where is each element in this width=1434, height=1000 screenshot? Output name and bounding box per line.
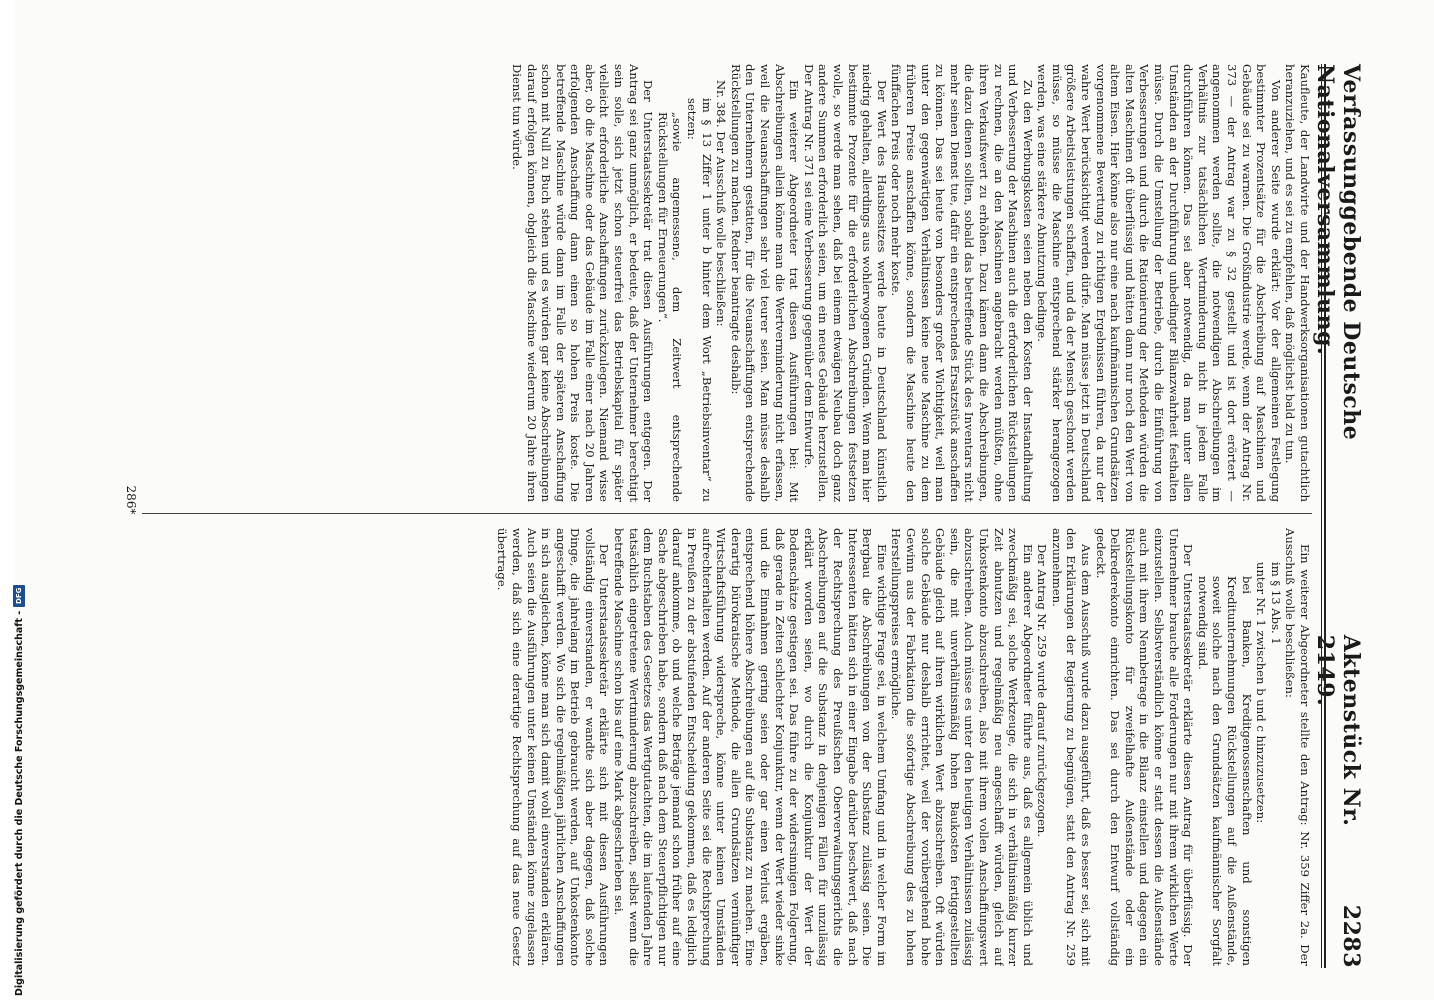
digitization-credit-row bbox=[13, 576, 25, 996]
paragraph: Ein weiterer Abgeordneter stellte den Antrag: Nr. 359 Ziffer 2a. Der Ausschuß wolle beschließen: bbox=[1283, 528, 1312, 966]
document-reference: Aktenstück Nr. 2149. bbox=[1312, 634, 1364, 827]
page-header bbox=[1312, 64, 1364, 968]
digitization-strip bbox=[0, 0, 25, 1000]
column-divider bbox=[142, 513, 1312, 514]
paragraph: Ein anderer Abgeordneter führte aus, daß es allgemein üblich und zweckmäßig sei, solche Werkzeuge, die sich in verhältnismäßig kurzer Zeit abnutzen und regelmäßig neu angeschafft würden, gleich auf Unkostenkonto abzuschreiben, also mit ihrem vollen Anschaffungswert abzuschreiben. Auch müsse es unter den heutigen Verhältnissen zulässig sein, die mit unverhältnismäßig hohen Baukosten fertiggestellten Gebäude gleich auf ihren wirklichen Wert abzuschreiben. Oft würden solche Gebäude nur deshalb errichtet, weil der vorübergehend hohe Gewinn aus der Fabrikation die sofortige Abschreibung des zu hohen Herstellungspreises ermögliche. bbox=[889, 528, 1035, 966]
right-column bbox=[132, 528, 1312, 966]
motion-heading: Nr. 384. Der Ausschuß wolle beschließen: bbox=[714, 80, 729, 327]
paragraph: Der Wert des Hausbesitzes werde heute in Deutschland künstlich niedrig gehalten, allerdings aus wohlerwogenen Gründen. Wenn man hier bestimmte Prozente für die erforderlichen Abschreibungen festsetzen wolle, so werde man sehen, daß bei einem etwaigen Neubau doch ganz andere Summen erforderlich seien, um ein neues Gebäude herzustellen. Der Antrag Nr. 371 sei eine Verbesserung gegenüber dem Entwurfe. bbox=[801, 64, 889, 502]
paragraph: Der Unterstaatssekretär erklärte sich mit diesen Ausführungen vollständig einverstanden, er wandte sich aber dagegen, daß solche Dinge, die jahrelang im Betrieb gebraucht werden, auf Unkostenkonto angeschafft werden. Wo sich die regelmäßigen jährlichen Anschaffungen in sich ausgleichen, könne man sich damit wohl einverstanden erklären. Auch seien die Ausführungen unter keinen Umständen könne zugelassen werden, daß sich eine derartige Rechtsprechung auf das neue Gesetz übertrage. bbox=[495, 528, 612, 966]
paragraph: Kaufleute, der Landwirte und der Handwerksorganisationen gutachtlich heranzuziehen, und es sei zu empfehlen, daß möglichst bald zu tun. bbox=[1283, 64, 1312, 502]
motion-text: unter Nr. 1 zwischen b und c hinzuzusetzen: bbox=[1254, 562, 1269, 824]
paragraph: Von anderer Seite wurde erklärt: Vor der allgemeinen Festlegung bestimmter Prozentsätze für die Abschreibung auf Maschinen und Gebäude sei zu warnen. Die Großindustrie werde, wenn der Antrag Nr. 373 — der Antrag war zu § 32 gestellt und ist dort erörtert — angenommen werden sollte, die notwendigen Abschreibungen im Verhältnis zur tatsächlichen Wertminderung nicht in jedem Falle durchführen können. Das sei aber notwendig, da man unter allen Umständen an der Durchführung unbedingter Bilanzwahrheit festhalten müsse. Durch die Umstellung der Betriebe, durch die Einführung von Verbesserungen und durch die Rationierung der Methoden würden die alten Maschinen oft überflüssig und hätten dann nur noch den Wert von altem Eisen. Hier könne also nur eine nach kaufmännischen Grundsätzen vorgenommene Bewertung zu richtigen Ergebnissen führen, da nur der wahre Wert berücksichtigt werden dürfe. Man müsse jetzt in Deutschland größere Arbeitsleistungen schaffen, und da der Mensch geschont werden müsse, so müsse die Maschine entsprechend stärker herangezogen werden, was eine stärkere Abnutzung bedinge. bbox=[1035, 64, 1283, 502]
paragraph: Ein weiterer Abgeordneter trat diesen Ausführungen bei: Mit Abschreibungen allein könne man die Wertverminderung nicht erfassen, weil die Neuanschaffungen sehr viel teurer seien. Man müsse deshalb den Unternehmern gestatten, für die Neuanschaffungen entsprechende Rückstellungen zu machen. Redner beantragte deshalb: bbox=[728, 64, 802, 502]
paragraph: Eine wichtige Frage sei, in welchem Umfang und in welcher Form im Bergbau die Abschreibungen von der Substanz zulässig seien. Die Interessenten hätten sich in einer Eingabe darüber beschwert, daß nach der Rechtsprechung des Preußischen Oberverwaltungsgerichts die Abschreibungen auf die Substanz in denjenigen Fällen für unzulässig erklärt worden seien, wo durch die Konjunktur der Wert der Bodenschätze gestiegen sei. Das führe zu der widersinnigen Folgerung, daß gerade in Zeiten schlechter Konjunktur, wenn der Wert wieder sinke und die Einnahmen gering seien oder gar einen Verlust ergäben, entsprechend höhere Abschreibungen auf die Substanz zu machen. Eine derartig bürokratische Methode, die allen Grundsätzen vernünftiger Wirtschaftsführung widerspreche, könne unter keinen Umständen aufrechterhalten werden. Auf der anderen Seite sei die Rechtsprechung in Preußen zu der abstufenden Entscheidung gekommen, daß es lediglich darauf ankomme, ob und welche Beträge jemand schon früher auf eine Sache abgeschrieben habe, sondern daß nach dem Steuerpflichtigen nur dem Buchstaben des Gesetzes das Wertgutachten, die im laufenden Jahre tatsächlich eingetretene Wertminderung abzuschreiben, selbst wenn die betreffende Maschine schon bis auf eine Mark abgeschrieben sei. bbox=[612, 528, 889, 966]
header-rule-thin bbox=[1321, 64, 1322, 968]
header-rule bbox=[1324, 64, 1326, 968]
paragraph: Zu den Werbungskosten seien neben den Kosten der Instandhaltung und Verbesserung der Maschinen auch die erforderlichen Rückstellungen zu rechnen, die an den Maschinen angebracht werden müßten, ohne ihren Verkaufswert zu erhöhen. Dazu kämen dann die Abschreibungen, die dazu dienen sollten, sobald das betreffende Stück des Inventars nicht mehr seinen Dienst tue, dafür ein entsprechendes Ersatzstück anschaffen zu können. Das sei heute von besonders großer Wichtigkeit, weil man unter den gegenwärtigen Verhältnissen keine neue Maschine zu dem früheren Preise anschaffen könne, sondern die Maschine heute den fünffachen Preis oder noch mehr koste. bbox=[889, 64, 1035, 502]
motion-text: im § 13 Abs. 1 bbox=[1268, 562, 1283, 645]
motion-text: im § 13 Ziffer 1 unter b hinter dem Wort „Betriebsinventar“ zu setzen: bbox=[685, 98, 714, 502]
dfg-logo-icon: DFG bbox=[13, 585, 25, 607]
left-column bbox=[152, 64, 1312, 502]
paragraph: Der Antrag Nr. 259 wurde darauf zurückgezogen. bbox=[1035, 544, 1050, 838]
header-right bbox=[1312, 635, 1364, 968]
signature-mark: 286* bbox=[124, 485, 138, 515]
digitization-credit: Digitalisierung gefördert durch die Deutsche Forschungsgemeinschaft - bbox=[13, 610, 25, 996]
motion-quote: „sowie angemessene, dem Zeitwert entsprechende Rückstellungen für Erneuerungen“. bbox=[655, 112, 685, 502]
paragraph: Der Unterstaatssekretär trat diesen Ausführungen entgegen. Der Antrag sei ganz unmöglich, er bedeute, daß der Unternehmer berechtigt sein solle, sich jetzt schon steuerfrei das Betriebskapital für später vielleicht erforderliche Anschaffungen zurückzulegen. Niemand wisse aber, ob die Maschine oder das Gebäude im Falle einer nach 20 Jahren erfolgenden Anschaffung dann einen so hohen Preis koste. Die betreffende Maschine würde dann im Falle der späteren Anschaffung schon mit Null zu Buch stehen und es würden gar keine Abschreibungen darauf erfolgen können, obgleich die Maschine wiederum 20 Jahre ihren Dienst tun würde. bbox=[509, 64, 656, 502]
page-number: 2283 bbox=[1338, 904, 1364, 968]
paragraph: Aus dem Ausschuß wurde dazu ausgeführt, daß es besser sei, sich mit den Erklärungen der Regierung zu begnügen, statt den Antrag Nr. 259 anzunehmen. bbox=[1049, 528, 1094, 966]
motion-quote: bei Banken, Kreditgenossenschaften und sonstigen Kreditunternehmungen Rückstellungen auf die Außenstände, soweit solche nach den Grundsätzen kaufmännischer Sorgfalt notwendig sind. bbox=[1195, 576, 1254, 966]
header-title: Verfassunggebende Deutsche Nationalversammlung. bbox=[1312, 64, 1364, 441]
paragraph: Der Unterstaatssekretär erklärte diesen Antrag für überflüssig. Der Unternehmer brauche alle Forderungen nur mit ihrem wirklichen Werte einzustellen. Selbstverständlich könne er statt dessen die Außenstände auch mit ihrem Nennbetrage in die Bilanz einstellen und dagegen ein Rückstellungskonto für zweifelhafte Außenstände oder ein Delkrederekonto einrichten. Das sei durch den Entwurf vollständig gedeckt. bbox=[1093, 528, 1196, 966]
